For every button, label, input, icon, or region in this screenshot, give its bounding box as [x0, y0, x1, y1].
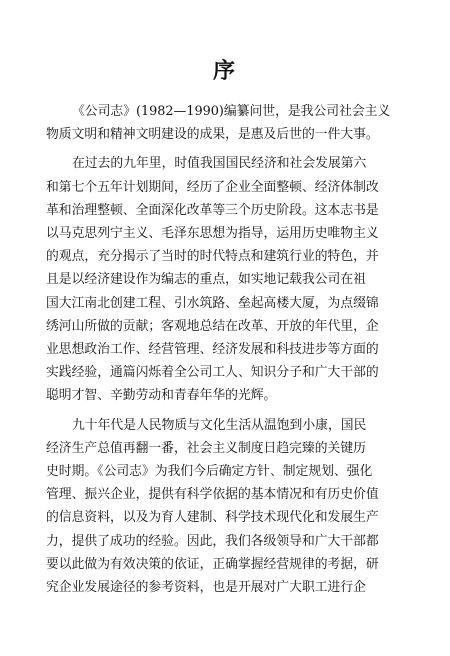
- text-line: 聪明才智、辛勤劳动和青春年华的光辉。: [46, 388, 277, 404]
- text-line: 的信息资料，以及为育人建制、科学技术现代化和发展生产: [46, 510, 379, 526]
- text-line: 要以此做为有效决策的依证，正确掌握经营规律的考据，研: [46, 556, 379, 572]
- text-line: 业思想政治工作、经营管理、经济发展和科技进步等方面的: [46, 342, 379, 358]
- text-line: 究企业发展途径的参考资料，也是开展对广大职工进行企: [46, 580, 366, 596]
- text-line: 九十年代是人民物质与文化生活从温饱到小康，国民: [72, 417, 367, 433]
- page-title: 序: [212, 58, 237, 84]
- paragraph-2: [46, 152, 411, 407]
- body-text: [46, 100, 411, 599]
- text-line: 国大江南北创建工程、引水筑路、垒起高楼大厦，为点缀锦: [46, 295, 379, 311]
- text-line: 且是以经济建设作为编志的重点，如实地记载我公司在祖: [46, 272, 366, 288]
- text-line: 经济生产总值再翻一番，社会主义制度日趋完臻的关键历: [46, 440, 366, 456]
- paragraph-3: [46, 414, 411, 600]
- text-line: 力，提供了成功的经验。因此，我们各级领导和广大干部都: [46, 533, 379, 549]
- text-line: 《公司志》(1982—1990)编纂问世，是我公司社会主义: [72, 104, 391, 119]
- text-line: 和第七个五年计划期间，经历了企业全面整顿、经济体制改: [46, 179, 379, 195]
- text-line: 的观点，充分揭示了当时的时代特点和建筑行业的特色，并: [46, 249, 379, 265]
- text-line: 史时期。《公司志》为我们今后确定方针、制定规划、强化: [46, 464, 373, 480]
- text-line: 实践经验，通篇闪烁着全公司工人、知识分子和广大干部的: [46, 365, 379, 381]
- text-line: 革和治理整顿、全面深化改革等三个历史阶段。这本志书是: [46, 202, 379, 218]
- text-line: 绣河山所做的贡献；客观地总结在改革、开放的年代里，企: [46, 318, 379, 334]
- text-line: 以马克思列宁主义、毛泽东思想为指导，运用历史唯物主义: [46, 226, 379, 242]
- text-line: 管理、振兴企业，提供有科学依据的基本情况和有历史价值: [46, 487, 379, 503]
- text-line: 在过去的九年里，时值我国国民经济和社会发展第六: [72, 156, 367, 172]
- paragraph-1: [46, 100, 411, 146]
- text-line: 物质文明和精神文明建设的成果，是惠及后世的一件大事。: [46, 127, 379, 143]
